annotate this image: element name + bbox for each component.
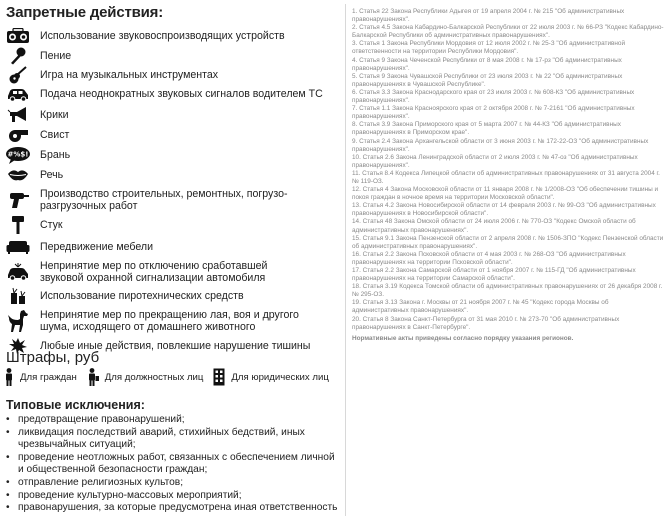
reference-item: 6. Статья 3.3 Закона Краснодарского края от 23 июля 2003 г. № 608-КЗ "Об административных правонарушениях". (352, 88, 635, 105)
building-icon (213, 368, 225, 386)
fine-label: Для должностных лиц (104, 371, 204, 383)
reference-item: 18. Статья 3.19 Кодекса Томской области об административных правонарушениях от 26 декабря 2008 г. № 295-ОЗ. (352, 283, 663, 299)
exception-text: отправление религиозных культов; (18, 476, 184, 488)
ban-item (4, 104, 340, 125)
exceptions-heading: Типовые исключения: (6, 398, 145, 412)
reference-item: 2. Статья 4.5 Закона Кабардино-Балкарской Республики от 22 июля 2003 г. № 66-РЗ "Кодекс Кабардино-Балкарской Республики об административных правонарушениях". (352, 24, 664, 40)
megaphone-icon (4, 106, 32, 124)
ban-item (4, 236, 340, 258)
reference-item: 12. Статья 4 Закона Московской области от 11 января 2008 г. № 1/2008-ОЗ "Об обеспечении тишины и покоя граждан в ночное время на территории Московской области". (352, 186, 659, 202)
ban-label: Речь (40, 169, 64, 181)
ban-item (4, 65, 340, 84)
column-divider (345, 4, 346, 516)
fine-item (4, 368, 77, 386)
reference-item: 9. Статья 2.4 Закона Архангельской области от 3 июня 2003 г. № 172-22-ОЗ "Об административных правонарушениях". (352, 137, 649, 153)
reference-item: 8. Статья 3.9 Закона Приморского края от 5 марта 2007 г. № 44-КЗ "Об административных правонарушениях в Приморском крае". (352, 121, 621, 137)
fines-row (4, 368, 339, 386)
exception-item: • ликвидация последствий аварий, стихийных бедствий, иных чрезвычайных ситуаций; (6, 427, 340, 452)
exception-text: ликвидация последствий аварий, стихийных бедствий, иных чрезвычайных ситуаций; (18, 426, 305, 451)
car-icon (4, 85, 32, 103)
ban-item (4, 26, 340, 46)
fine-item (213, 368, 328, 386)
references-panel (352, 8, 664, 514)
exception-item: • отправление религиозных культов; (6, 476, 184, 488)
reference-item: 14. Статья 48 Закона Омской области от 24 июля 2006 г. № 770-ОЗ "Кодекс Омской области об административных правонарушениях". (352, 218, 636, 234)
exception-text: правонарушения, за которые предусмотрена иная ответственность (18, 502, 338, 514)
ban-label: Свист (40, 129, 70, 141)
fine-item (87, 368, 204, 386)
ban-label: Подача неоднократных звуковых сигналов водителем ТС (40, 88, 323, 100)
ban-label: Брань (40, 149, 71, 161)
exception-text: предотвращение правонарушений; (18, 414, 185, 425)
ban-label: Крики (40, 108, 69, 121)
exception-text: проведение культурно-массовых мероприятий; (18, 489, 242, 501)
person-icon (4, 368, 14, 386)
car-alarm-icon (4, 263, 32, 281)
reference-item: 10. Статья 2.6 Закона Ленинградской области от 2 июля 2003 г. № 47-оз "Об административных правонарушениях". (352, 153, 638, 169)
reference-item: 11. Статья 8.4 Кодекса Липецкой области об административных правонарушениях от 31 августа 2004 г. № 119-ОЗ. (352, 169, 660, 185)
ban-item (4, 145, 340, 165)
reference-item: 1. Статья 22 Закона Республики Адыгея от 19 апреля 2004 г. № 215 "Об административных правонарушениях". (352, 8, 625, 24)
ban-item (4, 214, 340, 236)
whistle-icon (4, 126, 32, 144)
references-note: Нормативные акты приведены согласно порядку указания регионов. (352, 334, 574, 342)
exception-item: • правонарушения, за которые предусмотрена иная ответственность (6, 502, 338, 514)
reference-item: 7. Статья 1.1 Закона Красноярского края от 2 октября 2008 г. № 7-2161 "Об административных правонарушениях". (352, 105, 635, 121)
exception-item: • проведение культурно-массовых мероприятий; (6, 489, 242, 501)
ban-item (4, 185, 340, 214)
fine-label: Для граждан (20, 371, 77, 383)
ban-item (4, 286, 340, 306)
ban-label: Производство строительных, ремонтных, погрузо-разгрузочных работ (40, 187, 288, 212)
ban-item (4, 46, 340, 65)
dog-icon (4, 308, 32, 334)
reference-item: 16. Статья 2.2 Закона Псковской области от 4 мая 2003 г. № 268-ОЗ "Об административных правонарушениях на территории Псковской области". (352, 250, 626, 266)
reference-item: 20. Статья 8 Закона Санкт-Петербурга от 31 мая 2010 г. № 273-70 "Об административных правонарушениях в Санкт-Петербурге". (352, 315, 620, 331)
ban-label: Любые иные действия, повлекшие нарушение тишины (40, 340, 311, 352)
ban-item (4, 165, 340, 185)
ban-label: Передвижение мебели (40, 241, 154, 253)
ban-label: Использование пиротехнических средств (40, 290, 244, 302)
ban-item (4, 306, 340, 336)
exception-item: • предотвращение правонарушений; (6, 414, 185, 425)
reference-item: 3. Статья 1 Закона Республики Мордовия от 12 июля 2002 г. № 25-З "Об административной ответственности на территории Республики Мордовия". (352, 40, 626, 56)
firework-icon (4, 287, 32, 305)
bubble-text: #%$! (7, 150, 29, 159)
bans-list (4, 26, 340, 356)
exception-item: • проведение неотложных работ, связанных с обеспечением личной и общественной безопасности граждан; (6, 452, 340, 477)
ban-label: Игра на музыкальных инструментах (40, 68, 219, 81)
ban-item (4, 125, 340, 145)
ban-label: Стук (40, 219, 63, 231)
ban-label: Пение (40, 49, 72, 62)
boombox-icon (4, 27, 32, 45)
sofa-icon (4, 238, 32, 256)
ban-label: Использование звуковоспроизводящих устройств (40, 30, 285, 42)
bans-heading: Запретные действия: (6, 4, 163, 21)
ban-item (4, 258, 340, 286)
reference-item: 4. Статья 9 Закона Чеченской Республики от 8 мая 2008 г. № 17-рз "Об административных правонарушениях". (352, 56, 622, 72)
ban-label: Непринятие мер по прекращению лая, воя и другого шума, исходящего от домашнего животного (40, 309, 299, 333)
exceptions-list (6, 414, 340, 515)
fines-heading: Штрафы, руб (6, 349, 100, 366)
drill-icon (4, 191, 32, 209)
speech-bubble-icon (4, 146, 32, 164)
hammer-icon (4, 216, 32, 234)
ban-item (4, 84, 340, 104)
lips-icon (4, 166, 32, 184)
guitar-icon (4, 66, 32, 84)
exception-text: проведение неотложных работ, связанных с обеспечением личной и общественной безопасности граждан; (18, 451, 335, 476)
microphone-icon (4, 47, 32, 65)
reference-item: 17. Статья 2.2 Закона Самарской области от 1 ноября 2007 г. № 115-ГД "Об административных правонарушениях на территории Самарской области". (352, 267, 636, 283)
ban-label: Непринятие мер по отключению сработавшей звуковой охранной сигнализации автомобиля (40, 260, 268, 284)
reference-item: 15. Статья 9.1 Закона Пензенской области от 2 апреля 2008 г. № 1506-ЗПО "Кодекс Пензенской области об административных правонарушениях". (352, 234, 664, 250)
official-icon (87, 368, 99, 386)
reference-item: 5. Статья 9 Закона Чувашской Республики от 23 июля 2003 г. № 22 "Об административных правонарушениях в Чувашской Республике". (352, 72, 623, 88)
reference-item: 13. Статья 4.2 Закона Новосибирской области от 14 февраля 2003 г. № 99-ОЗ "Об административных правонарушениях в Новосибирской области". (352, 202, 656, 218)
fine-label: Для юридических лиц (231, 371, 329, 383)
reference-item: 19. Статья 3.13 Закона г. Москвы от 21 ноября 2007 г. № 45 "Кодекс города Москвы об административных правонарушениях". (352, 299, 609, 315)
